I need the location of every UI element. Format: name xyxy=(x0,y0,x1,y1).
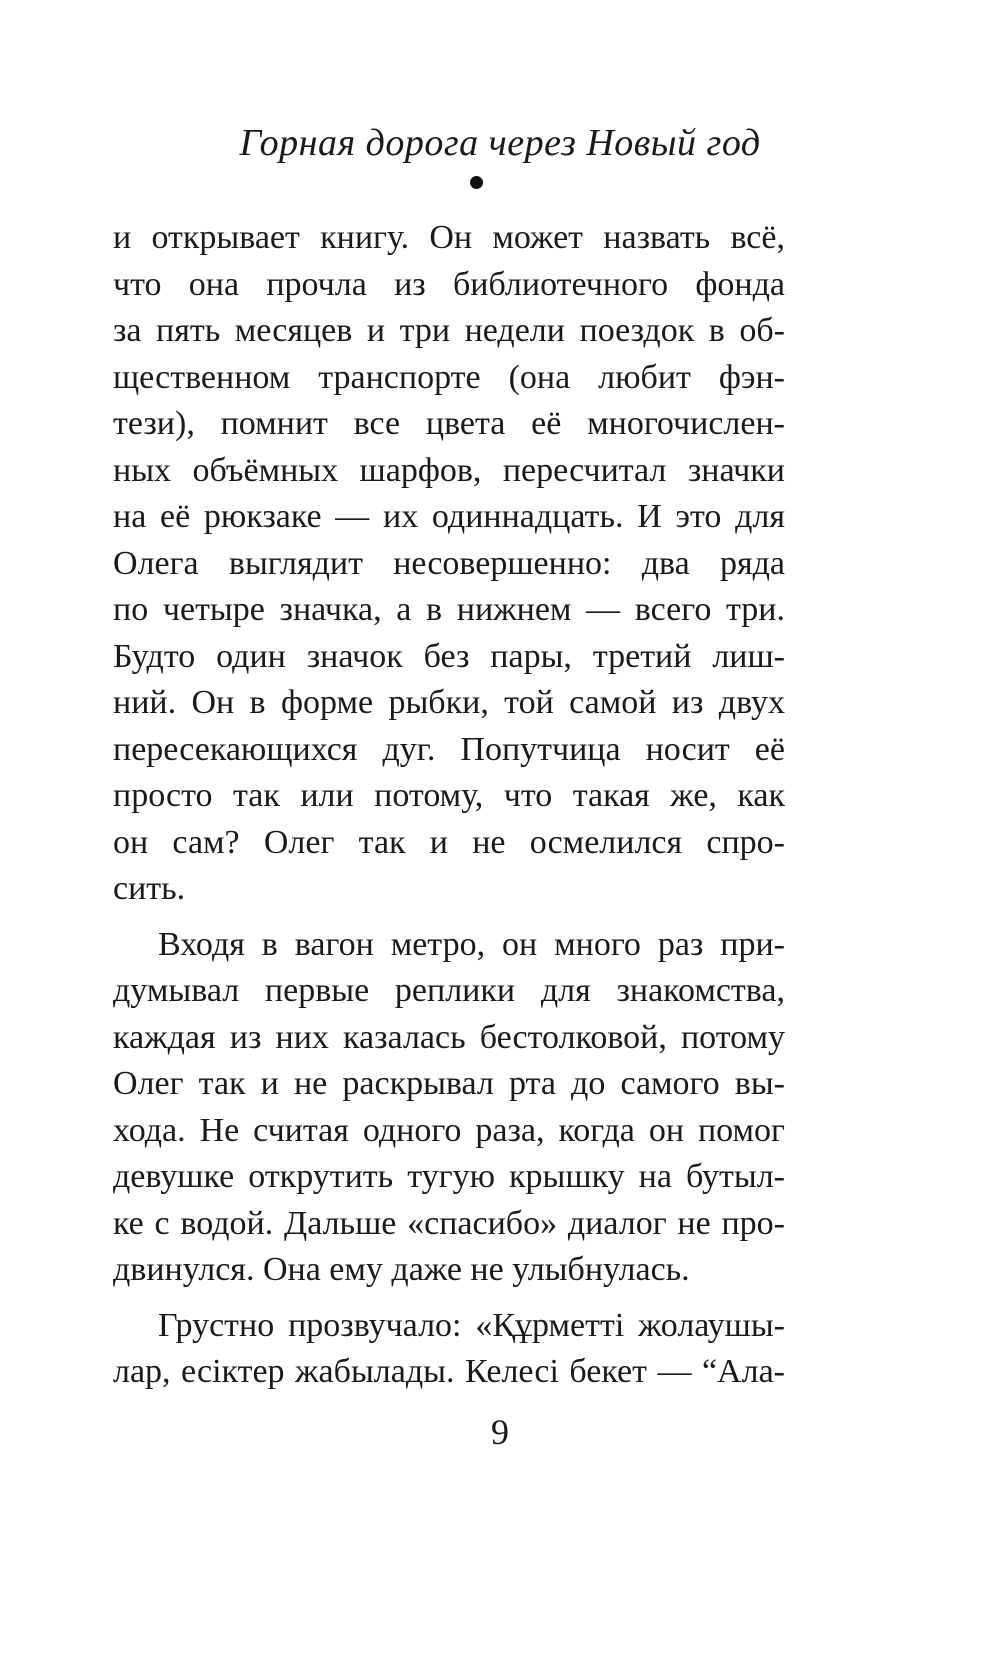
text-line: тези), помнит все цвета её многочислен- xyxy=(113,405,785,442)
text-line: лар, есіктер жабылады. Келесі бекет — “Ала- xyxy=(113,1353,785,1390)
text-line: просто так или потому, что такая же, как xyxy=(113,777,785,814)
page-number: 9 xyxy=(491,1412,509,1452)
paragraph-1 xyxy=(113,215,785,913)
text-line: сить. xyxy=(113,870,186,907)
text-line: Будто один значок без пары, третий лиш- xyxy=(113,637,785,675)
text-line: щественном транспорте (она любит фэн- xyxy=(113,358,785,396)
text-line: и открывает книгу. Он может назвать всё, xyxy=(113,219,785,256)
text-line: за пять месяцев и три недели поездок в об- xyxy=(113,312,785,349)
text-line: что она прочла из библиотечного фонда xyxy=(113,265,785,303)
text-line: девушке открутить тугую крышку на бутыл- xyxy=(113,1158,785,1195)
text-line: пересекающихся дуг. Попутчица носит её xyxy=(113,730,785,768)
ornament-dot xyxy=(470,176,483,189)
running-head-title: Горная дорога через Новый год xyxy=(239,122,761,164)
body-text xyxy=(113,215,785,1396)
text-line: двинулся. Она ему даже не улыбнулась. xyxy=(113,1251,690,1288)
text-line: Входя в вагон метро, он много раз при- xyxy=(158,925,785,963)
text-line: Грустно прозвучало: «Құрметті жолаушы- xyxy=(158,1306,785,1344)
text-line: ных объёмных шарфов, пересчитал значки xyxy=(113,451,785,489)
paragraph-2 xyxy=(113,922,785,1294)
text-line: думывал первые реплики для знакомства, xyxy=(113,972,785,1009)
text-line: ний. Он в форме рыбки, той самой из двух xyxy=(113,684,785,721)
text-line: он сам? Олег так и не осмелился спро- xyxy=(113,823,785,861)
text-line: Олега выглядит несовершенно: два ряда xyxy=(113,544,785,582)
paragraph-3 xyxy=(113,1303,785,1396)
text-line: каждая из них казалась бестолковой, потому xyxy=(113,1018,785,1056)
text-line: Олег так и не раскрывал рта до самого вы- xyxy=(113,1065,785,1102)
text-line: на её рюкзаке — их одиннадцать. И это для xyxy=(113,498,785,535)
text-line: ке с водой. Дальше «спасибо» диалог не про- xyxy=(113,1204,785,1242)
text-line: хода. Не считая одного раза, когда он помог xyxy=(113,1111,785,1149)
text-line: по четыре значка, а в нижнем — всего три. xyxy=(113,591,785,628)
